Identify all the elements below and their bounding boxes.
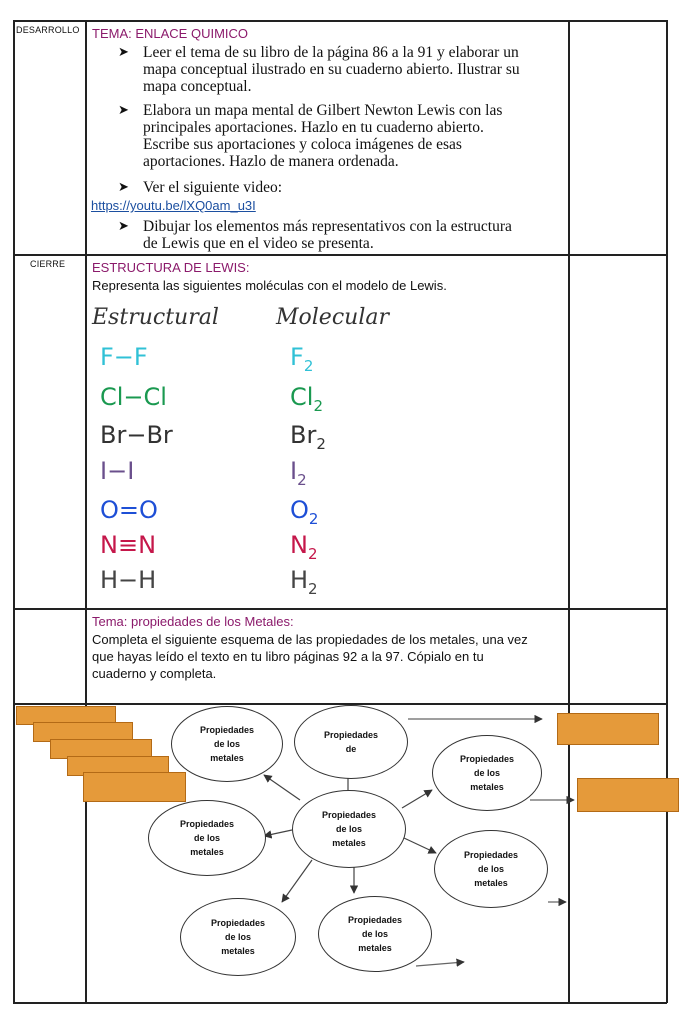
structural-cl2: Cl−Cl (100, 383, 167, 411)
video-link[interactable]: https://youtu.be/lXQ0am_u3I (91, 198, 256, 213)
formula-h2-symbol: H (290, 566, 309, 594)
bullet-4-line-2: de Lewis que en el video se presenta. (143, 235, 374, 252)
ellipse-top-left: Propiedades de los metales (171, 706, 283, 782)
arrow-center-bottomleft (282, 860, 312, 902)
ellipse-top-mid: Propiedades de (294, 705, 408, 779)
tema-enlace-title: TEMA: ENLACE QUIMICO (92, 26, 249, 41)
metales-line-1: Completa el siguiente esquema de las propiedades de los metales, una vez (92, 632, 528, 647)
bullet-2-line-3: Escribe sus aportaciones y coloca imágenes de esas (143, 136, 462, 153)
bullet-2-line-4: aportaciones. Hazlo de manera ordenada. (143, 153, 399, 170)
ellipse-right-bottom: Propiedades de los metales (434, 830, 548, 908)
ellipse-center: Propiedades de los metales (292, 790, 406, 868)
arrow-center-left (264, 830, 292, 836)
bullet-arrow-icon: ➤ (118, 44, 129, 59)
structural-br2: Br−Br (100, 421, 173, 449)
metales-line-3: cuaderno y completa. (92, 666, 217, 681)
formula-f2-sub: 2 (303, 356, 314, 375)
formula-n2-symbol: N (290, 531, 308, 559)
bullet-1-line-2: mapa conceptual ilustrado en su cuaderno abierto. Ilustrar su (143, 61, 520, 78)
formula-br2-symbol: Br (290, 421, 317, 449)
formula-n2-sub: 2 (307, 544, 318, 563)
lewis-instruction: Representa las siguientes moléculas con el modelo de Lewis. (92, 278, 447, 293)
formula-cl2-symbol: Cl (290, 383, 314, 411)
row-label-cierre: CIERRE (30, 259, 66, 269)
bullet-1-line-3: mapa conceptual. (143, 78, 252, 95)
metales-title: Tema: propiedades de los Metales: (92, 614, 294, 629)
col-estructural-header: Estructural (92, 305, 219, 330)
bullet-4-line-1: Dibujar los elementos más representativos con la estructura (143, 218, 512, 235)
structural-n2: N≡N (100, 531, 157, 559)
row-label-desarrollo: DESARROLLO (16, 25, 80, 35)
col-molecular-header: Molecular (276, 305, 389, 330)
bullet-1-line-1: Leer el tema de su libro de la página 86 a la 91 y elaborar un (143, 44, 519, 61)
arrow-center-righttop (402, 790, 432, 808)
arrow-center-rightbottom (404, 838, 436, 853)
bullet-arrow-icon: ➤ (118, 218, 129, 233)
formula-cl2-sub: 2 (313, 396, 323, 415)
structural-h2: H−H (100, 566, 157, 594)
metales-line-2: que hayas leído el texto en tu libro páginas 92 a la 97. Cópialo en tu (92, 649, 484, 664)
formula-h2-sub: 2 (308, 579, 318, 598)
structural-o2: O=O (100, 496, 158, 524)
arrow-center-topleft (264, 775, 300, 800)
ellipse-bottom-right: Propiedades de los metales (318, 896, 432, 972)
formula-br2-sub: 2 (316, 434, 326, 453)
bullet-arrow-icon: ➤ (118, 102, 129, 117)
arrow-bottomright-out (416, 962, 464, 966)
ellipse-right-top: Propiedades de los metales (432, 735, 542, 811)
bullet-3: Ver el siguiente video: (143, 179, 283, 196)
bullet-2-line-2: principales aportaciones. Hazlo en tu cuaderno abierto. (143, 119, 484, 136)
bullet-arrow-icon: ➤ (118, 179, 129, 194)
formula-f2-symbol: F (290, 343, 304, 371)
ellipse-left: Propiedades de los metales (148, 800, 266, 876)
formula-i2-symbol: I (290, 457, 298, 485)
formula-o2-symbol: O (290, 496, 309, 524)
ellipse-bottom-left: Propiedades de los metales (180, 898, 296, 976)
formula-o2-sub: 2 (308, 509, 319, 528)
structural-i2: I−I (100, 457, 135, 485)
structural-f2: F−F (100, 343, 148, 371)
lewis-title: ESTRUCTURA DE LEWIS: (92, 260, 250, 275)
bullet-2-line-1: Elabora un mapa mental de Gilbert Newton Lewis con las (143, 102, 503, 119)
formula-i2-sub: 2 (297, 470, 307, 489)
